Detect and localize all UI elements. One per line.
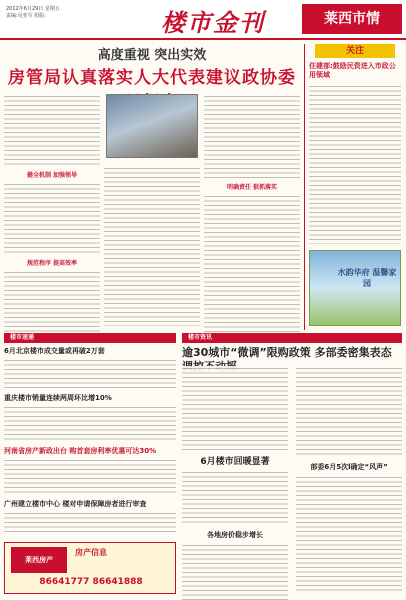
right-headline: 住建部:鼓励民资进入市政公用领域 bbox=[309, 62, 396, 79]
brief-item bbox=[4, 346, 176, 388]
main-subhead-1: 健全机制 加强领导 bbox=[26, 172, 78, 179]
issue-meta: 2012年6月29日 星期五 责编:吴亚军 组版: bbox=[6, 6, 60, 19]
lower-headline: 逾30城市“微调”限购政策 多部委密集表态 bbox=[182, 346, 392, 359]
lower-subhead-1: 6月楼市回暖显著 bbox=[200, 457, 270, 467]
main-subhead-2: 规范程序 提高效率 bbox=[26, 260, 78, 267]
ad-title: 房产信息 bbox=[75, 548, 107, 557]
lower-column-1 bbox=[182, 366, 288, 600]
main-column-2 bbox=[104, 166, 200, 326]
masthead bbox=[0, 0, 406, 40]
main-subhead-3: 明确责任 狠抓落实 bbox=[226, 184, 278, 191]
section-banner: 莱西市情 bbox=[302, 4, 402, 34]
ad-text: 水韵华府 温馨家园 bbox=[337, 268, 397, 288]
focus-tag: 关注 bbox=[315, 44, 395, 58]
main-column-1 bbox=[4, 94, 100, 336]
main-column-3 bbox=[204, 94, 300, 332]
lower-subhead-3: 部委6月5次l确定“风声” bbox=[310, 463, 388, 471]
right-column bbox=[304, 44, 402, 330]
lower-story bbox=[182, 346, 402, 596]
paper-title: 楼市金刊 bbox=[161, 8, 265, 37]
main-photo bbox=[106, 94, 198, 158]
brief-item bbox=[4, 446, 176, 494]
brief-title: 重庆楼市销量连续两周环比增10% bbox=[4, 394, 112, 402]
brief-item bbox=[4, 499, 176, 533]
main-story bbox=[4, 44, 300, 330]
ad-phones: 86641777 86641888 bbox=[39, 577, 143, 587]
lower-subhead-2: 各地房价稳步增长 bbox=[207, 531, 263, 539]
section-bar-left: 楼市速递 bbox=[4, 333, 176, 343]
lower-column-2 bbox=[296, 366, 402, 593]
brief-title: 广州建立楼市中心 楼对申请保障房者进行审查 bbox=[4, 500, 147, 508]
main-headline: 房管局认真落实人大代表建议政协委 bbox=[8, 68, 296, 88]
brief-item bbox=[4, 393, 176, 441]
real-estate-ad bbox=[309, 250, 401, 326]
section-bar-right: 楼市资讯 bbox=[182, 333, 402, 343]
bottom-ad bbox=[4, 542, 176, 594]
news-briefs bbox=[4, 346, 176, 596]
main-kicker: 高度重视 突出实效 bbox=[97, 48, 207, 63]
ad-logo: 莱西房产 bbox=[11, 547, 67, 573]
brief-title: 河南省房产新政出台 购首套房利率优惠可达30% bbox=[4, 447, 157, 455]
right-body bbox=[309, 84, 401, 244]
brief-title: 6月北京楼市成交量或再破2万套 bbox=[4, 347, 105, 355]
